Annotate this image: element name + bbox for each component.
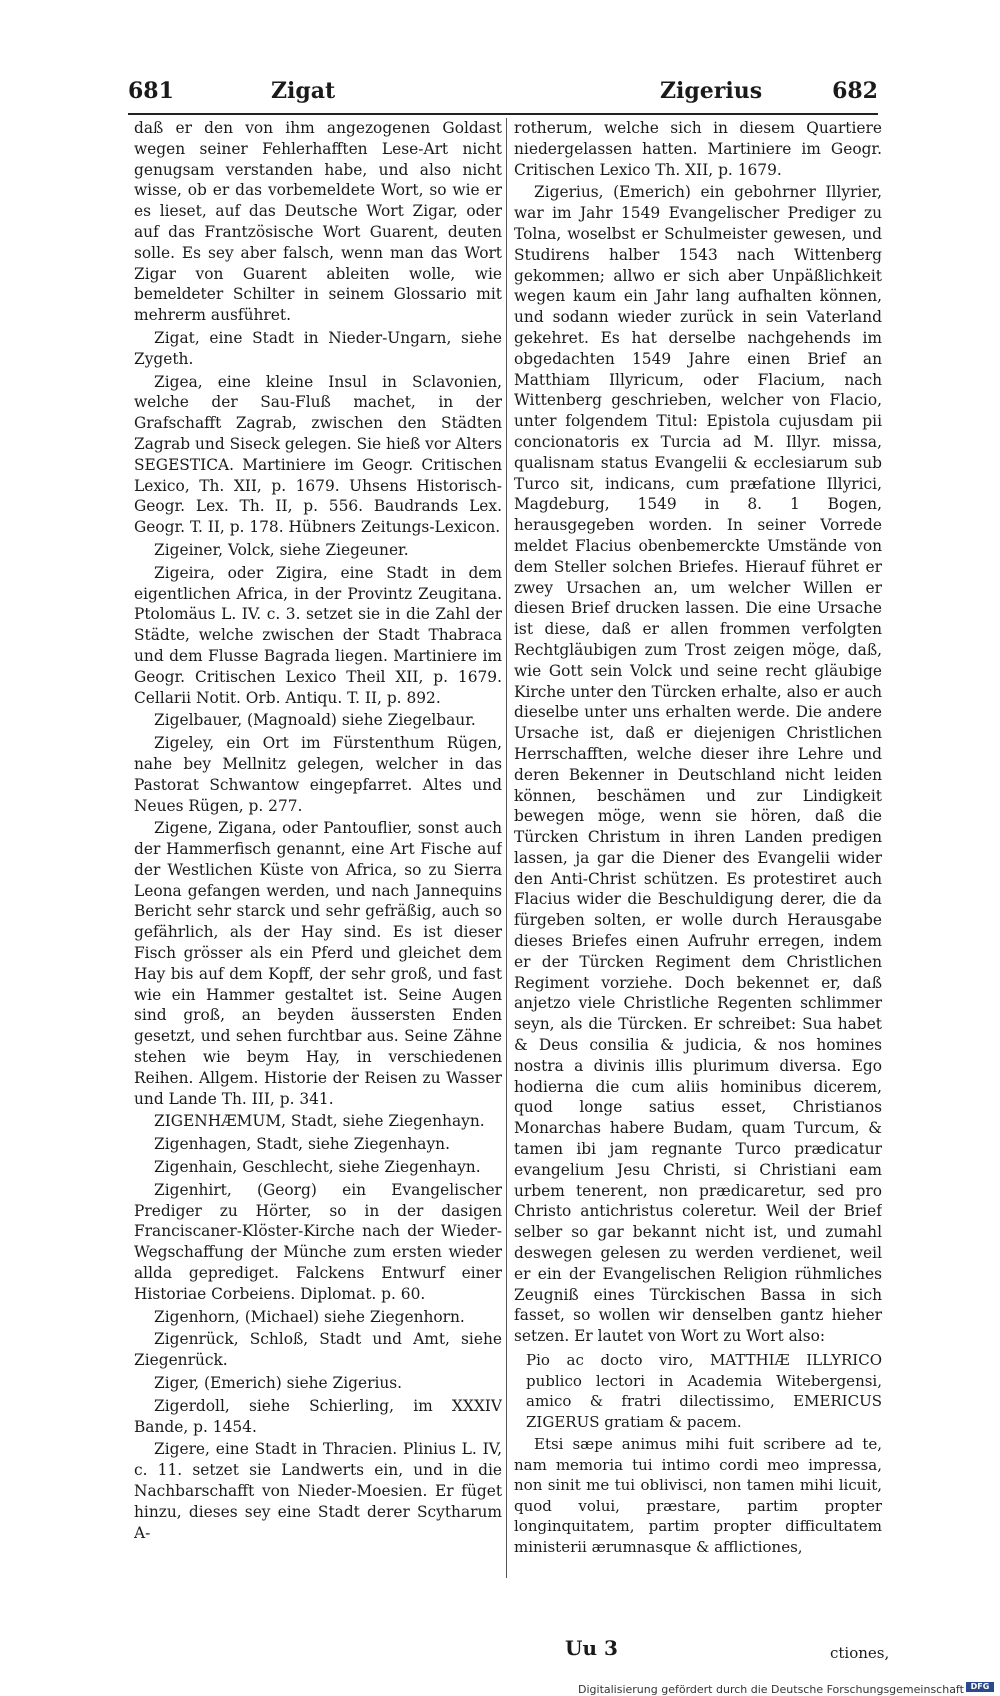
right-paragraph: rotherum, welche sich in diesem Quartiere niedergelassen hatten. Martiniere im Geogr. Critischen Lexico Th. XII, p. 1679.	[514, 119, 882, 179]
left-column	[134, 118, 502, 1588]
signature-mark: Uu 3	[565, 1636, 618, 1660]
left-paragraph: Zigenhain, Geschlecht, siehe Ziegenhayn.	[154, 1158, 481, 1177]
left-paragraph: Zigene, Zigana, oder Pantouflier, sonst auch der Hammerfisch genannt, eine Art Fische auf der Westlichen Küste von Africa, so zu Sierra Leona gefangen werden, und nach Jannequins Bericht sehr starck und sehr gefräßig, auch so gefährlich, als der Hay sind. Es ist dieser Fisch grösser als ein Pferd und gleichet dem Hay bis auf dem Kopff, der sehr groß, und fast wie ein Hammer gestaltet ist. Seine Augen sind groß, an beyden äussersten Enden gesetzt, und sehen furchtbar aus. Seine Zähne stehen wie beym Hay, in verschiedenen Reihen. Allgem. Historie der Reisen zu Wasser und Lande Th. III, p. 341.	[134, 819, 502, 1108]
right-paragraph: Zigerius, (Emerich) ein gebohrner Illyrier, war im Jahr 1549 Evangelischer Prediger zu Tolna, woselbst er Schulmeister gewesen, und Studirens halber 1543 nach Wittenberg gekommen; allwo er sich aber Unpäßlichkeit wegen kaum ein Jahr lang aufhalten können, und sodann wieder zurück in sein Vaterland gekehret. Es hat derselbe nachgehends im obgedachten 1549 Jahre einen Brief an Matthiam Illyricum, oder Flacium, nach Wittenberg geschrieben, welcher von Flacio, unter folgendem Titul: Epistola cujusdam pii concionatoris ex Turcia ad M. Illyr. missa, qualisnam status Evangelii & ecclesiarum sub Turco sit, indicans, cum præfatione Illyrici, Magdeburg, 1549 in 8. 1 Bogen, herausgegeben worden. In seiner Vorrede meldet Flacius obenbemerckte Umstände von dem Steller solchen Briefes. Hierauf führet er zwey Ursachen an, um welcher Willen er diesen Brief drucken lassen. Die eine Ursache ist diese, daß er allen frommen verfolgten Rechtgläubigen zum Trost zeigen möge, daß, wie Gott sein Volck und seine recht gläubige Kirche unter den Türcken erhalte, also er auch dieselbe unter uns erhalten werde. Die andere Ursache ist, daß er diejenigen Christlichen Herrschafften, welche dieser ihre Lehre und deren Bekenner in Deutschland nicht leiden können, beschämen und zur Lindigkeit bewegen möge, wenn sie hören, daß die Türcken Christum in ihren Landen predigen lassen, ja gar die Diener des Evangelii wider den Anti-Christ schützen. Es protestiret auch Flacius wider die Beschuldigung derer, die da fürgeben solten, er wolle durch Herausgabe dieses Briefes einen Aufruhr erregen, indem er der Türcken Regiment dem Christlichen Regiment vorziehe. Doch bekennet er, daß anjetzo viele Christliche Regenten schlimmer seyn, als die Türcken. Er schreibet: Sua habet & Deus consilia & judicia, & nos homines nostra a divinis illis plurimum diversa. Ego hodierna die cum aliis hominibus dicerem, quod longe satius esset, Christianos Monarchas habere Budam, quam Turcum, & tamen ibi jam regnante Turco prædicatur evangelium Jesu Christi, si Christiani eam urbem tenerent, non prædicaretur, sed pro Christo antichristus coleretur. Weil der Brief selber so gar bekannt nicht ist, und zumahl deswegen gelesen zu werden verdienet, weil er ein der Evangelischen Religion rühmliches Zeugniß eines Türckischen Bassa in sich fasset, so wollen wir denselben gantz hieher setzen. Er lautet von Wort zu Wort also:	[514, 183, 882, 1346]
letter-body: Etsi sæpe animus mihi fuit scribere ad te, nam memoria tui intimo cordi meo impressa, non sinit me tui oblivisci, non tamen mihi licuit, quod volui, præstare, partim propter longinquitatem, partim propter difficultatem ministerii ærumnasque & afflictiones,	[514, 1435, 882, 1556]
left-paragraph: Zigeira, oder Zigira, eine Stadt in dem eigentlichen Africa, in der Provintz Zeugitana. Ptolomäus L. IV. c. 3. setzet sie in die Zahl der Städte, welche zwischen der Stadt Thabraca und dem Flusse Bagrada liegen. Martiniere im Geogr. Critischen Lexico Theil XII, p. 1679. Cellarii Notit. Orb. Antiqu. T. II, p. 892.	[134, 563, 502, 707]
left-paragraph: Zigeiner, Volck, siehe Ziegeuner.	[154, 540, 409, 559]
left-paragraph: Zigelbauer, (Magnoald) siehe Ziegelbaur.	[154, 711, 476, 730]
left-paragraph: Zigere, eine Stadt in Thracien. Plinius L. IV, c. 11. setzet sie Landwerts ein, und in die Nachbarschafft von Nieder-Moesien. Er füget hinzu, dieses sey eine Stadt derer Scytharum A-	[134, 1440, 502, 1542]
column-divider	[506, 118, 507, 1578]
letter-address: Pio ac docto viro, MATTHIÆ ILLYRICO publico lectori in Academia Witebergensi, amico & fratri dilectissimo, EMERICUS ZIGERUS gratiam & pacem.	[526, 1351, 882, 1431]
left-paragraph: ZIGENHÆMUM, Stadt, siehe Ziegenhayn.	[154, 1112, 485, 1131]
left-paragraph: Zigeley, ein Ort im Fürstenthum Rügen, nahe bey Mellnitz gelegen, welcher in das Pastorat Schwantow eingepfarret. Altes und Neues Rügen, p. 277.	[134, 734, 502, 815]
right-catchword: Zigerius	[660, 78, 763, 104]
bottom-catchword: ctiones,	[830, 1644, 890, 1662]
digitization-credit: Digitalisierung gefördert durch die Deutsche Forschungsgemeinschaft	[578, 1683, 964, 1696]
dfg-logo: DFG	[966, 1682, 994, 1692]
left-page-number: 681	[128, 78, 174, 104]
left-paragraph: Zigerdoll, siehe Schierling, im XXXIV Bande, p. 1454.	[134, 1396, 502, 1436]
left-paragraph: Zigenhirt, (Georg) ein Evangelischer Prediger zu Hörter, so in der dasigen Franciscaner-Klöster-Kirche nach der Wieder-Wegschaffung der Münche zum ersten wieder allda geprediget. Falckens Entwurf einer Historiae Corbeiens. Diplomat. p. 60.	[134, 1180, 502, 1303]
left-paragraph: Zigenhorn, (Michael) siehe Ziegenhorn.	[154, 1307, 465, 1326]
left-paragraph: Zigenrück, Schloß, Stadt und Amt, siehe Ziegenrück.	[134, 1330, 502, 1370]
header-rule	[128, 113, 878, 115]
left-paragraph: Zigat, eine Stadt in Nieder-Ungarn, siehe Zygeth.	[134, 328, 502, 368]
left-paragraph: Zigenhagen, Stadt, siehe Ziegenhayn.	[154, 1135, 450, 1154]
running-header	[128, 78, 878, 114]
left-catchword: Zigat	[271, 78, 336, 104]
left-paragraph: daß er den von ihm angezogenen Goldast wegen seiner Fehlerhafften Lese-Art nicht genugsam verstanden habe, und also nicht wisse, ob er das vorbemeldete Wort, so wie er es lieset, auf das Deutsche Wort Zigar, oder auf das Frantzösische Wort Guarent, deuten solle. Es sey aber falsch, wenn man das Wort Zigar von Guarent ableiten wolle, wie bemeldeter Schilter in seinem Glossario mit mehrerm ausführet.	[134, 119, 502, 325]
left-paragraph: Zigea, eine kleine Insul in Sclavonien, welche der Sau-Fluß machet, in der Grafschafft Zagrab, zwischen den Städten Zagrab und Siseck gelegen. Sie hieß vor Alters SEGESTICA. Martiniere im Geogr. Critischen Lexico, Th. XII, p. 1679. Uhsens Historisch-Geogr. Lex. Th. II, p. 556. Baudrands Lex. Geogr. T. II, p. 178. Hübners Zeitungs-Lexicon.	[134, 372, 502, 537]
right-column	[514, 118, 882, 1588]
right-page-number: 682	[832, 78, 878, 104]
left-paragraph: Ziger, (Emerich) siehe Zigerius.	[154, 1374, 403, 1393]
